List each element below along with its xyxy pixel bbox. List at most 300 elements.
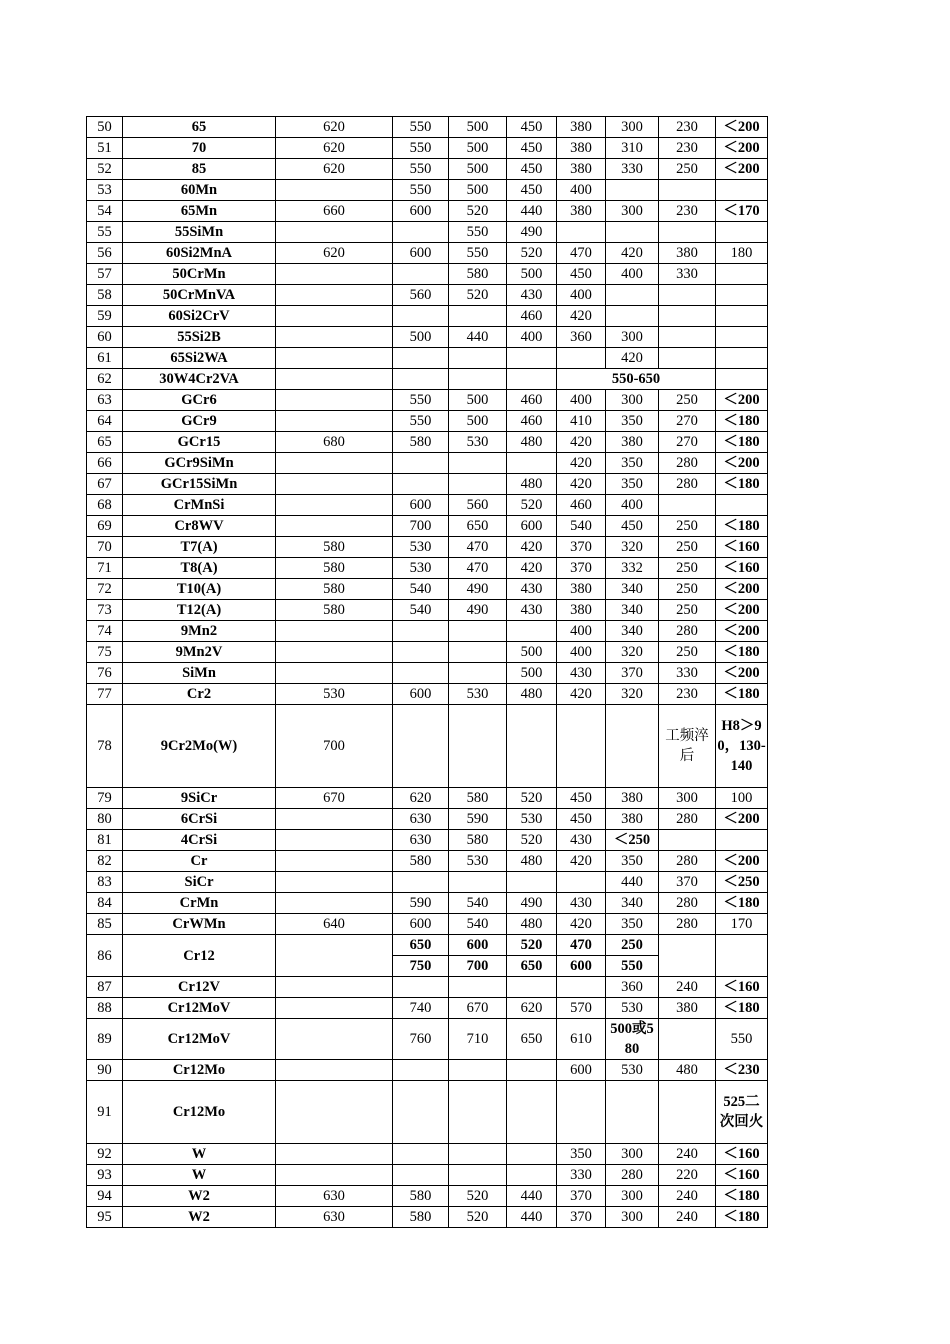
table-row	[87, 201, 768, 222]
value-cell: 400	[557, 180, 606, 201]
value-cell: 320	[606, 642, 659, 663]
value-cell: 530	[507, 809, 557, 830]
row-number: 93	[87, 1165, 123, 1186]
value-cell: 700	[449, 956, 507, 977]
value-cell: 370	[659, 872, 716, 893]
value-cell	[449, 1081, 507, 1144]
value-cell: 700	[276, 705, 393, 788]
value-cell	[393, 663, 449, 684]
value-cell: 380	[557, 600, 606, 621]
value-cell	[606, 705, 659, 788]
value-cell	[606, 180, 659, 201]
steel-grade: GCr9SiMn	[123, 453, 276, 474]
table-body	[87, 117, 768, 1228]
steel-grade: Cr12MoV	[123, 998, 276, 1019]
value-cell: 330	[557, 1165, 606, 1186]
value-cell: 440	[507, 1207, 557, 1228]
steel-grade: 50CrMnVA	[123, 285, 276, 306]
value-cell: 600	[393, 684, 449, 705]
row-number: 88	[87, 998, 123, 1019]
value-cell	[659, 830, 716, 851]
table-row	[87, 705, 768, 788]
value-cell: 470	[449, 537, 507, 558]
steel-grade: 85	[123, 159, 276, 180]
steel-grade: 70	[123, 138, 276, 159]
value-cell: 550	[393, 411, 449, 432]
value-cell: 580	[276, 600, 393, 621]
value-cell	[276, 495, 393, 516]
value-cell: 500	[507, 663, 557, 684]
value-cell: 400	[557, 285, 606, 306]
value-cell: 330	[659, 663, 716, 684]
value-cell: 420	[507, 558, 557, 579]
value-cell: 420	[557, 851, 606, 872]
steel-grade: GCr6	[123, 390, 276, 411]
value-cell: 520	[507, 830, 557, 851]
value-cell	[606, 285, 659, 306]
value-cell	[276, 348, 393, 369]
value-cell: 540	[449, 893, 507, 914]
value-cell: 550	[393, 138, 449, 159]
value-cell	[716, 285, 768, 306]
value-cell: 420	[606, 243, 659, 264]
value-cell: 650	[449, 516, 507, 537]
value-cell: 470	[557, 243, 606, 264]
steel-grade: Cr12	[123, 935, 276, 977]
row-number: 85	[87, 914, 123, 935]
steel-grade: W	[123, 1144, 276, 1165]
value-cell: 400	[557, 390, 606, 411]
value-cell	[276, 1144, 393, 1165]
value-cell: 600	[557, 956, 606, 977]
row-number: 71	[87, 558, 123, 579]
value-cell: 300	[659, 788, 716, 809]
value-cell: 410	[557, 411, 606, 432]
value-cell: 380	[557, 159, 606, 180]
value-cell	[716, 369, 768, 390]
value-cell: ＜180	[716, 474, 768, 495]
value-cell: ＜180	[716, 998, 768, 1019]
value-cell: 550-650	[557, 369, 716, 390]
value-cell	[507, 621, 557, 642]
steel-grade: W2	[123, 1207, 276, 1228]
value-cell: ＜160	[716, 558, 768, 579]
value-cell: 430	[507, 579, 557, 600]
value-cell: 300	[606, 1186, 659, 1207]
value-cell: 430	[507, 600, 557, 621]
value-cell: 590	[393, 893, 449, 914]
row-number: 84	[87, 893, 123, 914]
steel-grade: W2	[123, 1186, 276, 1207]
row-number: 76	[87, 663, 123, 684]
value-cell	[276, 264, 393, 285]
value-cell: 530	[449, 684, 507, 705]
value-cell: 520	[449, 201, 507, 222]
value-cell: 670	[449, 998, 507, 1019]
value-cell: ＜200	[716, 621, 768, 642]
value-cell	[507, 977, 557, 998]
table-row	[87, 621, 768, 642]
value-cell	[557, 222, 606, 243]
value-cell	[659, 1019, 716, 1060]
value-cell: 400	[507, 327, 557, 348]
row-number: 78	[87, 705, 123, 788]
value-cell: 480	[507, 432, 557, 453]
value-cell	[276, 390, 393, 411]
value-cell: 450	[507, 117, 557, 138]
value-cell: 580	[393, 432, 449, 453]
row-number: 69	[87, 516, 123, 537]
value-cell: 240	[659, 1207, 716, 1228]
value-cell: 420	[557, 306, 606, 327]
value-cell: 530	[276, 684, 393, 705]
value-cell	[276, 369, 393, 390]
value-cell: 600	[393, 243, 449, 264]
value-cell: 540	[449, 914, 507, 935]
value-cell: 350	[557, 1144, 606, 1165]
value-cell: 350	[606, 851, 659, 872]
row-number: 63	[87, 390, 123, 411]
value-cell: 350	[606, 411, 659, 432]
value-cell: 470	[557, 935, 606, 956]
value-cell	[276, 411, 393, 432]
value-cell: 460	[507, 306, 557, 327]
value-cell: 430	[557, 893, 606, 914]
value-cell	[276, 851, 393, 872]
table-row	[87, 872, 768, 893]
row-number: 72	[87, 579, 123, 600]
value-cell: 270	[659, 411, 716, 432]
value-cell: 620	[276, 117, 393, 138]
value-cell: 550	[393, 390, 449, 411]
value-cell	[507, 1165, 557, 1186]
value-cell: H8＞90，130-140	[716, 705, 768, 788]
value-cell: ＜180	[716, 893, 768, 914]
value-cell	[276, 663, 393, 684]
value-cell: 420	[557, 914, 606, 935]
value-cell	[276, 1019, 393, 1060]
row-number: 82	[87, 851, 123, 872]
row-number: 73	[87, 600, 123, 621]
table-row	[87, 285, 768, 306]
row-number: 87	[87, 977, 123, 998]
value-cell: ＜230	[716, 1060, 768, 1081]
value-cell: 530	[393, 537, 449, 558]
value-cell	[449, 1165, 507, 1186]
value-cell: 630	[393, 830, 449, 851]
row-number: 77	[87, 684, 123, 705]
table-row	[87, 1081, 768, 1144]
value-cell: 440	[507, 201, 557, 222]
table-row	[87, 684, 768, 705]
value-cell	[449, 306, 507, 327]
value-cell: 250	[606, 935, 659, 956]
value-cell: 380	[659, 998, 716, 1019]
row-number: 86	[87, 935, 123, 977]
value-cell: 600	[449, 935, 507, 956]
value-cell: 240	[659, 1186, 716, 1207]
value-cell: 660	[276, 201, 393, 222]
value-cell: 520	[507, 935, 557, 956]
steel-grade: 65Si2WA	[123, 348, 276, 369]
value-cell: 520	[507, 788, 557, 809]
value-cell: 370	[557, 1186, 606, 1207]
value-cell	[393, 1165, 449, 1186]
value-cell: 460	[557, 495, 606, 516]
value-cell: 250	[659, 390, 716, 411]
table-row	[87, 348, 768, 369]
steel-grade: Cr8WV	[123, 516, 276, 537]
table-row	[87, 495, 768, 516]
value-cell	[557, 348, 606, 369]
steel-grade: CrMn	[123, 893, 276, 914]
value-cell: 400	[606, 495, 659, 516]
value-cell	[507, 369, 557, 390]
value-cell	[393, 1060, 449, 1081]
value-cell: 340	[606, 600, 659, 621]
value-cell: 570	[557, 998, 606, 1019]
value-cell: 520	[507, 243, 557, 264]
value-cell	[659, 348, 716, 369]
steel-grade: 9SiCr	[123, 788, 276, 809]
value-cell: 450	[507, 138, 557, 159]
value-cell: 630	[276, 1186, 393, 1207]
value-cell: 760	[393, 1019, 449, 1060]
table-row	[87, 432, 768, 453]
value-cell: 280	[659, 453, 716, 474]
value-cell: 620	[276, 159, 393, 180]
row-number: 81	[87, 830, 123, 851]
value-cell: ＜200	[716, 117, 768, 138]
value-cell: ＜250	[606, 830, 659, 851]
value-cell: 530	[449, 432, 507, 453]
table-row	[87, 893, 768, 914]
value-cell: 580	[276, 579, 393, 600]
value-cell: 530	[606, 1060, 659, 1081]
value-cell	[276, 642, 393, 663]
steel-grade: 55Si2B	[123, 327, 276, 348]
value-cell: 470	[449, 558, 507, 579]
row-number: 68	[87, 495, 123, 516]
value-cell: 500	[449, 411, 507, 432]
value-cell	[393, 705, 449, 788]
value-cell: 640	[276, 914, 393, 935]
value-cell: ＜180	[716, 1186, 768, 1207]
value-cell	[507, 348, 557, 369]
row-number: 53	[87, 180, 123, 201]
value-cell: 450	[557, 264, 606, 285]
value-cell: 280	[659, 621, 716, 642]
value-cell	[507, 1081, 557, 1144]
value-cell: 630	[276, 1207, 393, 1228]
table-row	[87, 264, 768, 285]
table-row	[87, 1207, 768, 1228]
value-cell: 340	[606, 579, 659, 600]
table-row	[87, 117, 768, 138]
steel-grade: Cr	[123, 851, 276, 872]
value-cell: 550	[606, 956, 659, 977]
steel-grade: 60Si2MnA	[123, 243, 276, 264]
value-cell	[449, 1060, 507, 1081]
value-cell	[449, 453, 507, 474]
value-cell: 360	[606, 977, 659, 998]
value-cell: 620	[393, 788, 449, 809]
value-cell: 580	[449, 788, 507, 809]
steel-grade: 30W4Cr2VA	[123, 369, 276, 390]
value-cell: 440	[507, 1186, 557, 1207]
value-cell: 400	[557, 642, 606, 663]
value-cell	[716, 495, 768, 516]
value-cell	[276, 285, 393, 306]
value-cell	[276, 516, 393, 537]
value-cell: 580	[276, 558, 393, 579]
value-cell	[276, 830, 393, 851]
table-row	[87, 851, 768, 872]
row-number: 66	[87, 453, 123, 474]
value-cell	[276, 621, 393, 642]
table-row	[87, 914, 768, 935]
value-cell: 520	[449, 285, 507, 306]
value-cell: 490	[507, 893, 557, 914]
value-cell: 370	[557, 537, 606, 558]
value-cell	[659, 1081, 716, 1144]
value-cell	[276, 977, 393, 998]
value-cell: 600	[557, 1060, 606, 1081]
value-cell: 330	[659, 264, 716, 285]
table-row	[87, 1019, 768, 1060]
table-row	[87, 369, 768, 390]
value-cell: 550	[449, 222, 507, 243]
value-cell: 240	[659, 977, 716, 998]
row-number: 55	[87, 222, 123, 243]
value-cell: 520	[449, 1207, 507, 1228]
row-number: 61	[87, 348, 123, 369]
value-cell: 520	[507, 495, 557, 516]
value-cell: ＜180	[716, 411, 768, 432]
steel-grade: 6CrSi	[123, 809, 276, 830]
value-cell	[449, 977, 507, 998]
steel-grade: T10(A)	[123, 579, 276, 600]
value-cell: 710	[449, 1019, 507, 1060]
value-cell: ＜200	[716, 809, 768, 830]
value-cell	[276, 306, 393, 327]
table-row	[87, 600, 768, 621]
value-cell: 工频淬后	[659, 705, 716, 788]
value-cell: 500或580	[606, 1019, 659, 1060]
value-cell	[393, 642, 449, 663]
table-row	[87, 830, 768, 851]
value-cell	[449, 369, 507, 390]
row-number: 70	[87, 537, 123, 558]
steel-grade: 65	[123, 117, 276, 138]
value-cell: 340	[606, 621, 659, 642]
value-cell: 520	[449, 1186, 507, 1207]
value-cell: ＜180	[716, 684, 768, 705]
value-cell: 220	[659, 1165, 716, 1186]
steel-grade: 55SiMn	[123, 222, 276, 243]
value-cell: 540	[393, 600, 449, 621]
value-cell	[716, 264, 768, 285]
steel-grade: T8(A)	[123, 558, 276, 579]
value-cell: 340	[606, 893, 659, 914]
value-cell: 350	[606, 474, 659, 495]
value-cell: 230	[659, 138, 716, 159]
value-cell: 420	[557, 684, 606, 705]
value-cell: 610	[557, 1019, 606, 1060]
value-cell	[716, 222, 768, 243]
row-number: 56	[87, 243, 123, 264]
value-cell	[276, 1165, 393, 1186]
value-cell: 300	[606, 117, 659, 138]
value-cell: 460	[507, 411, 557, 432]
steel-grade: Cr12Mo	[123, 1081, 276, 1144]
value-cell: ＜180	[716, 1207, 768, 1228]
row-number: 79	[87, 788, 123, 809]
value-cell: ＜170	[716, 201, 768, 222]
value-cell: 600	[507, 516, 557, 537]
row-number: 50	[87, 117, 123, 138]
steel-grade: 50CrMn	[123, 264, 276, 285]
value-cell: 580	[449, 830, 507, 851]
value-cell: 280	[659, 851, 716, 872]
value-cell: 320	[606, 684, 659, 705]
table-row	[87, 138, 768, 159]
value-cell: 360	[557, 327, 606, 348]
value-cell: 530	[393, 558, 449, 579]
value-cell	[606, 1081, 659, 1144]
row-number: 67	[87, 474, 123, 495]
row-number: 65	[87, 432, 123, 453]
value-cell	[507, 453, 557, 474]
value-cell: 250	[659, 579, 716, 600]
value-cell	[606, 222, 659, 243]
value-cell: 550	[393, 159, 449, 180]
steel-grade: 60Mn	[123, 180, 276, 201]
value-cell	[393, 348, 449, 369]
value-cell	[659, 180, 716, 201]
value-cell: 230	[659, 117, 716, 138]
value-cell	[716, 306, 768, 327]
row-number: 80	[87, 809, 123, 830]
value-cell	[716, 830, 768, 851]
steel-grade: 9Mn2V	[123, 642, 276, 663]
value-cell: 380	[659, 243, 716, 264]
value-cell	[557, 1081, 606, 1144]
value-cell	[393, 1144, 449, 1165]
value-cell: 280	[659, 893, 716, 914]
value-cell: 370	[557, 558, 606, 579]
steel-grade: GCr15	[123, 432, 276, 453]
value-cell	[507, 1060, 557, 1081]
table-row	[87, 180, 768, 201]
value-cell: 300	[606, 201, 659, 222]
value-cell: 650	[507, 956, 557, 977]
value-cell: 600	[393, 201, 449, 222]
value-cell: 580	[276, 537, 393, 558]
value-cell	[557, 977, 606, 998]
value-cell	[276, 998, 393, 1019]
table-row	[87, 306, 768, 327]
row-number: 95	[87, 1207, 123, 1228]
steel-grade: T12(A)	[123, 600, 276, 621]
value-cell: ＜180	[716, 516, 768, 537]
value-cell: 300	[606, 1144, 659, 1165]
row-number: 89	[87, 1019, 123, 1060]
value-cell: 332	[606, 558, 659, 579]
value-cell: 380	[557, 138, 606, 159]
table-row	[87, 1144, 768, 1165]
steel-grade: W	[123, 1165, 276, 1186]
